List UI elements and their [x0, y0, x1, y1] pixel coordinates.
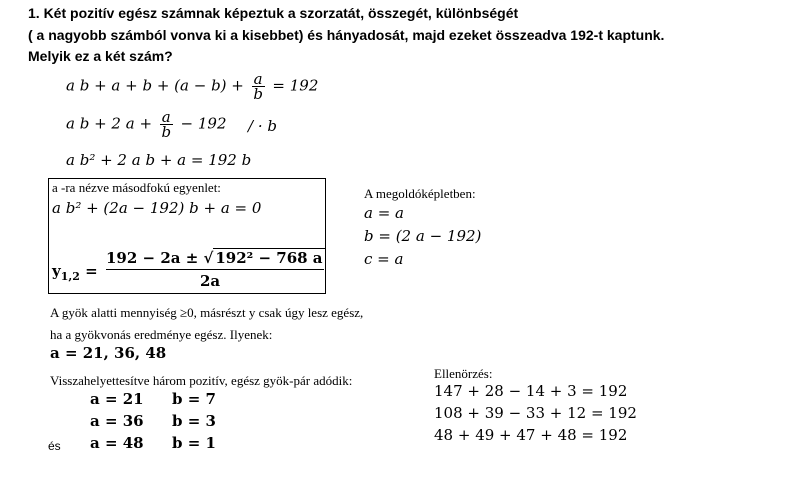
equation-1 [66, 72, 318, 101]
coef-c: c = a [364, 250, 404, 268]
check-line-1: 147 + 28 − 14 + 3 = 192 [434, 382, 628, 400]
equation-3: a b² + 2 a b + a = 192 b [66, 151, 252, 169]
es-label: és [48, 439, 61, 453]
pair-2-b: b = 3 [172, 412, 216, 430]
equation-2-numerator: a [161, 108, 171, 126]
formula-numerator [106, 248, 326, 267]
equation-2-operation: / · b [248, 117, 277, 135]
formula-denominator: 2a [200, 272, 221, 290]
megoldo-title: A megoldóképletben: [364, 186, 476, 201]
check-line-2: 108 + 39 − 33 + 12 = 192 [434, 404, 637, 422]
check-title: Ellenörzés: [434, 366, 493, 381]
problem-line-3: Melyik ez a két szám? [28, 48, 173, 64]
box-equation: a b² + (2a − 192) b + a = 0 [52, 199, 262, 217]
pair-3-a: a = 48 [90, 434, 144, 452]
equation-1-right: = 192 [272, 76, 319, 95]
problem-line-2: ( a nagyobb számból vonva ki a kisebbet) és hányadosát, majd ezeket összeadva 192-t kaptunk. [28, 27, 665, 43]
formula-subscript: 1,2 [60, 270, 80, 283]
equation-1-left: a b + a + b + (a − b) + [66, 76, 244, 95]
coef-a: a = a [364, 204, 404, 222]
pair-2-a: a = 36 [90, 412, 144, 430]
problem-line-1: 1. Két pozitív egész számnak képeztuk a szorzatát, összegét, különbségét [28, 5, 519, 21]
coef-b: b = (2 a − 192) [364, 227, 482, 245]
formula-y: y [52, 262, 61, 280]
equation-1-fraction [252, 72, 265, 101]
equation-2-denominator: b [161, 123, 172, 141]
equation-1-numerator: a [253, 70, 263, 88]
pair-3-b: b = 1 [172, 434, 216, 452]
formula-lhs [52, 262, 98, 283]
pair-1-b: b = 7 [172, 390, 216, 408]
check-line-3: 48 + 49 + 47 + 48 = 192 [434, 426, 628, 444]
pairs-intro: Visszahelyettesítve három pozitív, egész gyök-pár adódik: [50, 373, 353, 388]
formula-numerator-left: 192 − 2a ± [106, 249, 199, 267]
equation-2-fraction [160, 110, 173, 139]
box-title: a -ra nézve másodfokú egyenlet: [52, 180, 221, 195]
formula-sqrt: 192² − 768 a [215, 249, 323, 267]
equation-2-right: − 192 [180, 114, 227, 133]
formula-equals: = [85, 262, 98, 280]
gyok-line-2: ha a gyökvonás eredménye egész. Ilyenek: [50, 327, 273, 342]
pair-1-a: a = 21 [90, 390, 144, 408]
equation-2-left: a b + 2 a + [66, 114, 153, 133]
sqrt-icon: √ [203, 249, 214, 267]
gyok-line-1: A gyök alatti mennyiség ≥0, másrészt y csak úgy lesz egész, [50, 305, 364, 320]
equation-2 [66, 110, 227, 139]
gyok-values: a = 21, 36, 48 [50, 344, 167, 362]
formula-fraction-bar [106, 269, 324, 270]
equation-1-denominator: b [253, 85, 263, 103]
